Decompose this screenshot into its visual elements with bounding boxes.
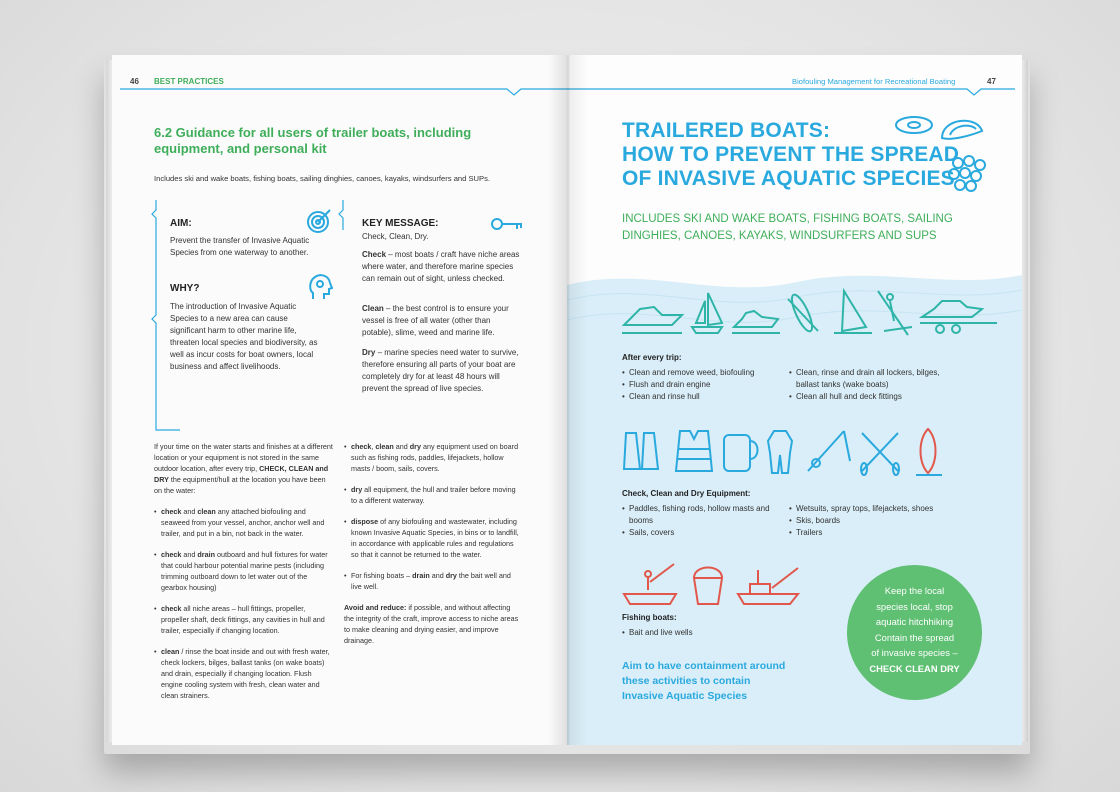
term: dry: [351, 485, 363, 494]
trailer-icon: [920, 301, 997, 333]
connector: and: [393, 442, 410, 451]
item-text: / rinse the boat inside and out with fresh water, check lockers, bilges, ballast tanks (on wake boats) and drain, especially if changing location. Flush engine cooling system with fresh, clean water and clean strainers.: [161, 647, 330, 700]
list-item: • Clean, rinse and drain all lockers, bilges, ballast tanks (wake boats): [789, 367, 954, 391]
circle-line: species local, stop: [876, 600, 953, 612]
term: dry: [409, 442, 421, 451]
item-text: of any biofouling and wastewater, including known Invasive Aquatic Species, in bins or to landfill, in accordance with applicable rules and regulations so that it cannot be returned to the water.: [351, 517, 519, 559]
subtitle: [622, 211, 953, 245]
list-item: [344, 484, 522, 506]
bucket-icon: [724, 435, 758, 471]
item-text: any equipment used on board such as fishing rods, paddles, lifejackets, hollow masts / boom, sails, covers.: [351, 442, 519, 473]
list-item: • Skis, boards: [789, 515, 959, 527]
aim-title: AIM:: [170, 218, 192, 229]
key-title: KEY MESSAGE:: [362, 218, 439, 229]
col1-intro-c: the equipment/hull at the location you have been on the water:: [154, 475, 326, 495]
subtitle-line: DINGHIES, CANOES, KAYAKS, WINDSURFERS AND SUPS: [622, 230, 937, 242]
term: clean: [197, 507, 216, 516]
circle-line: Keep the local: [884, 585, 945, 596]
kayak-icon: [788, 292, 818, 333]
column-1: [154, 441, 334, 701]
item-text: the bait well and live well.: [351, 571, 511, 591]
subtitle-line: INCLUDES SKI AND WAKE BOATS, FISHING BOATS, SAILING: [622, 213, 953, 225]
why-title: WHY?: [170, 283, 200, 294]
sup-icon: [878, 291, 912, 335]
list-item: • Sails, covers: [622, 527, 787, 539]
equip-col2: [789, 503, 959, 539]
left-page: [112, 55, 567, 745]
connector: and: [181, 550, 198, 559]
term: dry: [445, 571, 457, 580]
clean-term: Clean: [362, 304, 384, 313]
fishing-boat-icon: [624, 564, 676, 604]
dry-paragraph: [362, 347, 522, 395]
ski-boat-icon: [622, 307, 682, 333]
list-item: • Paddles, fishing rods, hollow masts and booms: [622, 503, 787, 527]
right-page: [567, 55, 1022, 745]
wetsuit-icon: [768, 431, 792, 473]
check-clean-dry-circle: [847, 565, 982, 700]
oyster-icon: [896, 117, 932, 133]
section-heading: 6.2 Guidance for all users of trailer boats, including equipment, and personal kit: [154, 125, 472, 156]
equipment-icons-row: [622, 425, 962, 480]
item-text: all equipment, the hull and trailer before moving to a different waterway.: [351, 485, 516, 505]
clean-paragraph: [362, 303, 522, 339]
term: dispose: [351, 517, 379, 526]
avoid-text: if possible, and without affecting the integrity of the craft, improve access to niche areas to make cleaning and drying easier, and improve drainage.: [344, 603, 519, 645]
key-icon: [490, 215, 524, 233]
aim-line: Aim to have containment around: [622, 660, 786, 672]
fishing-icons-row: [622, 560, 822, 610]
check-term: Check: [362, 250, 387, 259]
col1-intro-a: If your time on the water starts and finishes at a different location or your equipment is not stored in the same outdoor location, after every trip,: [154, 442, 333, 473]
fishing-title: Fishing boats:: [622, 613, 677, 622]
pail-icon: [694, 568, 722, 605]
page-number-left: 46: [130, 77, 139, 86]
lifejacket-icon: [676, 431, 712, 471]
running-title: Biofouling Management for Recreational Boating: [792, 77, 956, 86]
circle-line: Contain the spread: [874, 631, 955, 643]
why-text: The introduction of Invasive Aquatic Species to a new area can cause significant harm to other marine life, threaten local species and biodiversity, as well as incur costs for boat owners, local business and affect livelihoods.: [170, 302, 318, 371]
dry-text: – marine species need water to survive, therefore ensuring all parts of your boat are completely dry for at least 48 hours will prevent the spread of live species.: [362, 348, 519, 393]
intro-text: Includes ski and wake boats, fishing boats, sailing dinghies, canoes, kayaks, windsurfers and SUPs.: [154, 174, 490, 183]
item-text: any attached biofouling and seaweed from your vessel, anchor, anchor well and trailer, and put in a bin, not back in the water.: [161, 507, 325, 538]
mussel-icon: [942, 121, 982, 139]
title-line: TRAILERED BOATS:: [622, 119, 831, 142]
after-trip-title: After every trip:: [622, 353, 682, 362]
surfboard-icon: [916, 429, 942, 475]
key-bracket: [337, 200, 357, 240]
after-trip-col1: [622, 367, 787, 403]
windsurfer-icon: [834, 291, 872, 333]
list-item: • Trailers: [789, 527, 959, 539]
connector: For fishing boats –: [351, 571, 413, 580]
after-trip-col2: [789, 367, 954, 403]
list-item: • Clean and remove weed, biofouling: [622, 367, 787, 379]
aim-text: Prevent the transfer of Invasive Aquatic Species from one waterway to another.: [170, 236, 310, 257]
list-item: [154, 549, 334, 593]
title-line: OF INVASIVE AQUATIC SPECIES: [622, 167, 955, 190]
equip-col1: [622, 503, 787, 539]
circle-line: of invasive species –: [871, 647, 958, 658]
term: drain: [197, 550, 215, 559]
aim-line: these activities to contain: [622, 675, 751, 687]
term: clean: [375, 442, 394, 451]
item-text: all niche areas – hull fittings, propeller, propeller shaft, deck fittings, any cavities in hull and trailer, especially if changing location.: [161, 604, 325, 635]
circle-cta: CHECK CLEAN DRY: [869, 662, 960, 674]
flippers-icon: [624, 433, 658, 469]
list-item: [154, 646, 334, 701]
column-2: [344, 441, 522, 646]
header-rule-left: [112, 85, 567, 99]
header-rule-right: [567, 85, 1022, 99]
page-number-right: 47: [987, 77, 996, 86]
term: check: [161, 550, 182, 559]
boat-icon: [738, 568, 798, 604]
equip-title: Check, Clean and Dry Equipment:: [622, 489, 751, 498]
avoid-paragraph: [344, 602, 522, 646]
term: clean: [161, 647, 180, 656]
list-item: • Clean all hull and deck fittings: [789, 391, 954, 403]
fishing-list: [622, 627, 787, 639]
col1-intro-b: CHECK, CLEAN and DRY: [154, 464, 329, 484]
term: check: [161, 507, 182, 516]
circle-text: [847, 565, 982, 676]
list-item: • Bait and live wells: [622, 627, 787, 639]
col1-intro: [154, 441, 334, 496]
circle-line: aquatic hitchhiking: [875, 616, 954, 627]
target-icon: [305, 207, 333, 235]
avoid-title: Avoid and reduce:: [344, 603, 407, 612]
check-text: – most boats / craft have niche areas where water, and therefore marine species can remain out of sight, unless checked.: [362, 250, 520, 283]
list-item: • Flush and drain engine: [622, 379, 787, 391]
section-label: BEST PRACTICES: [154, 77, 224, 86]
aim-line: Invasive Aquatic Species: [622, 690, 748, 702]
head-icon: [307, 273, 333, 301]
key-subtitle: Check, Clean, Dry.: [362, 232, 429, 241]
connector: and: [181, 507, 198, 516]
term: check: [161, 604, 182, 613]
check-paragraph: [362, 249, 522, 285]
term: check: [351, 442, 372, 451]
list-item: • Clean and rinse hull: [622, 391, 787, 403]
clean-text: – the best control is to ensure your vessel is free of all water (other than potable), slime, weed and marine life.: [362, 304, 509, 337]
dry-term: Dry: [362, 348, 376, 357]
list-item: [154, 603, 334, 636]
list-item: [154, 506, 334, 539]
list-item: [344, 516, 522, 560]
sailboat-icon: [692, 293, 722, 333]
term: drain: [412, 571, 430, 580]
fishing-rod-icon: [808, 431, 850, 471]
list-item: [344, 441, 522, 474]
connector: and: [429, 571, 446, 580]
title-line: HOW TO PREVENT THE SPREAD: [622, 143, 960, 166]
eggs-icon: [949, 156, 985, 191]
item-text: outboard and hull fixtures for water that could harbour potential marine pests (including trimming outboard down to let water out of the gearbox housing): [161, 550, 328, 592]
jetski-icon: [732, 311, 780, 333]
connector: ,: [371, 442, 376, 451]
list-item: [344, 570, 522, 592]
boat-icons-row: [622, 287, 1002, 342]
paddles-icon: [861, 433, 899, 475]
list-item: • Wetsuits, spray tops, lifejackets, shoes: [789, 503, 959, 515]
species-icons: [892, 113, 1002, 203]
aim-statement: [622, 659, 785, 704]
